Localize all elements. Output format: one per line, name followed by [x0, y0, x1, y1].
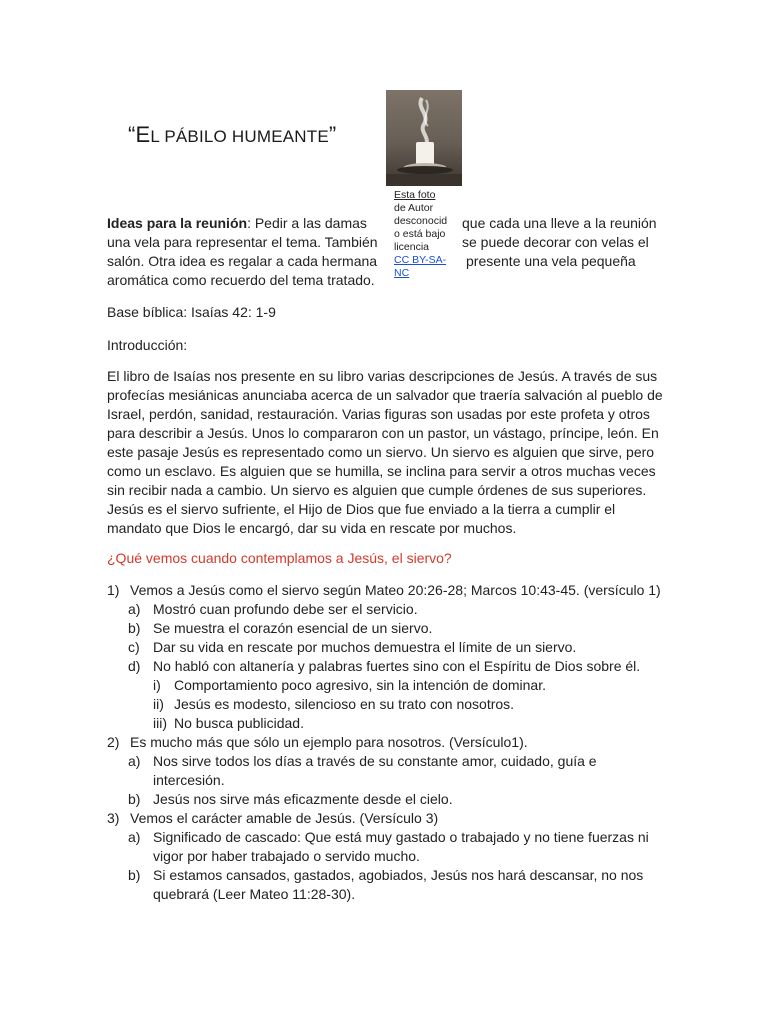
- credit-line: licencia: [394, 241, 430, 253]
- list-item: [107, 581, 667, 600]
- list-subitem: [107, 657, 667, 676]
- section-question: ¿Qué vemos cuando contemplamos a Jesús, el siervo?: [107, 550, 452, 566]
- list-text: Nos sirve todos los días a través de su constante amor, cuidado, guía e: [153, 753, 597, 769]
- license-link[interactable]: NC: [394, 267, 410, 279]
- ideas-label: Ideas para la reunión: [107, 215, 248, 231]
- list-text: No habló con altanería y palabras fuertes sino con el Espíritu de Dios sobre él.: [153, 658, 641, 674]
- list-text: Dar su vida en rescate por muchos demuestra el límite de un siervo.: [153, 639, 577, 655]
- list-text: vigor por haber trabajado o servido mucho.: [153, 848, 420, 864]
- list-subitem: [107, 752, 667, 790]
- list-subitem: [107, 866, 667, 904]
- list-number: 2): [107, 734, 120, 750]
- credit-line[interactable]: Esta foto: [394, 189, 436, 201]
- paragraph-line: Jesús es el siervo sufriente, el Hijo de Dios que fue enviado a la tierra a cumplir el: [107, 501, 616, 517]
- list-number: a): [128, 601, 141, 617]
- list-item: [107, 809, 667, 828]
- paragraph-line: profecías mesiánicas anunciaba acerca de un salvador que traería salvación al pueblo de: [107, 387, 663, 403]
- list-subsubitem: [107, 676, 667, 695]
- list-item: [107, 733, 667, 752]
- list-text: Comportamiento poco agresivo, sin la intención de dominar.: [174, 677, 546, 693]
- ideas-text: una vela para representar el tema. También: [107, 234, 378, 250]
- list-number: 3): [107, 810, 120, 826]
- paragraph-line: mandato que Dios le encargó, dar su vida en rescate por muchos.: [107, 520, 517, 536]
- photo-credit: [394, 189, 454, 280]
- list-subitem: [107, 638, 667, 657]
- list-number: b): [128, 620, 141, 636]
- list-number: iii): [153, 715, 167, 731]
- paragraph-line: El libro de Isaías nos presente en su libro varias descripciones de Jesús. A través de sus: [107, 368, 658, 384]
- list-subsubitem: [107, 714, 667, 733]
- document-title: [128, 122, 336, 148]
- credit-line: de Autor: [394, 202, 434, 214]
- list-text: intercesión.: [153, 772, 225, 788]
- ideas-text: aromática como recuerdo del tema tratado.: [107, 272, 375, 288]
- list-subsubitem: [107, 695, 667, 714]
- title-initial: “E: [128, 122, 151, 147]
- list-number: c): [128, 639, 140, 655]
- intro-label: Introducción:: [107, 337, 188, 353]
- list-text: Jesús es modesto, silencioso en su trato con nosotros.: [174, 696, 515, 712]
- list-subitem: [107, 828, 667, 866]
- list-text: Vemos a Jesús como el siervo según Mateo 20:26-28; Marcos 10:43-45. (versículo 1): [130, 582, 661, 598]
- candle-photo-icon: [386, 90, 462, 186]
- credit-line: o está bajo: [394, 228, 446, 240]
- ideas-text: salón. Otra idea es regalar a cada hermana: [107, 253, 378, 269]
- paragraph-line: este pasaje Jesús es representado como un siervo. Un siervo es alguien que sirve, pero: [107, 444, 655, 460]
- paragraph-line: Israel, perdón, sanidad, restauración. Varias figuras son usadas por este profeta y otros: [107, 406, 650, 422]
- list-text: Se muestra el corazón esencial de un siervo.: [153, 620, 433, 636]
- list-text: Significado de cascado: Que está muy gastado o trabajado y no tiene fuerzas ni: [153, 829, 649, 845]
- paragraph-line: sin recibir nada a cambio. Un siervo es alguien que cumple órdenes de sus superiores.: [107, 482, 647, 498]
- list-subitem: [107, 619, 667, 638]
- list-number: b): [128, 867, 141, 883]
- credit-line: desconocid: [394, 215, 448, 227]
- outline-list: [107, 581, 667, 904]
- list-number: a): [128, 829, 141, 845]
- list-text: Mostró cuan profundo debe ser el servicio.: [153, 601, 418, 617]
- license-link[interactable]: CC BY-SA-: [394, 254, 447, 266]
- list-subitem: [107, 790, 667, 809]
- paragraph-line: como un esclavo. Es alguien que se humilla, se inclina para servir a otros muchas veces: [107, 463, 656, 479]
- list-number: i): [153, 677, 161, 693]
- ideas-text: se puede decorar con velas el: [462, 234, 649, 250]
- list-subitem: [107, 600, 667, 619]
- list-text: Vemos el carácter amable de Jesús. (Versículo 3): [130, 810, 439, 826]
- ideas-text: que cada una lleve a la reunión: [462, 215, 657, 231]
- list-text: No busca publicidad.: [174, 715, 304, 731]
- title-close-quote: ”: [328, 122, 337, 147]
- ideas-text: : Pedir a las damas: [247, 215, 367, 231]
- list-number: ii): [153, 696, 164, 712]
- list-text: Jesús nos sirve más eficazmente desde el cielo.: [153, 791, 453, 807]
- paragraph-line: para describir a Jesús. Unos lo compararon con un pastor, un vástago, príncipe, león. En: [107, 425, 659, 441]
- list-text: quebrará (Leer Mateo 11:28-30).: [153, 886, 356, 902]
- title-rest: L PÁBILO HUMEANTE: [150, 127, 329, 146]
- ideas-paragraph-left: [107, 214, 392, 290]
- intro-paragraph: [107, 367, 667, 538]
- list-number: a): [128, 753, 141, 769]
- list-number: 1): [107, 582, 120, 598]
- list-number: b): [128, 791, 141, 807]
- list-text: Es mucho más que sólo un ejemplo para nosotros. (Versículo1).: [130, 734, 528, 750]
- bible-base: Base bíblica: Isaías 42: 1-9: [107, 304, 276, 320]
- ideas-text: presente una vela pequeña: [466, 253, 636, 269]
- ideas-paragraph-right: [462, 214, 662, 271]
- list-text: Si estamos cansados, gastados, agobiados, Jesús nos hará descansar, no nos: [153, 867, 644, 883]
- list-number: d): [128, 658, 141, 674]
